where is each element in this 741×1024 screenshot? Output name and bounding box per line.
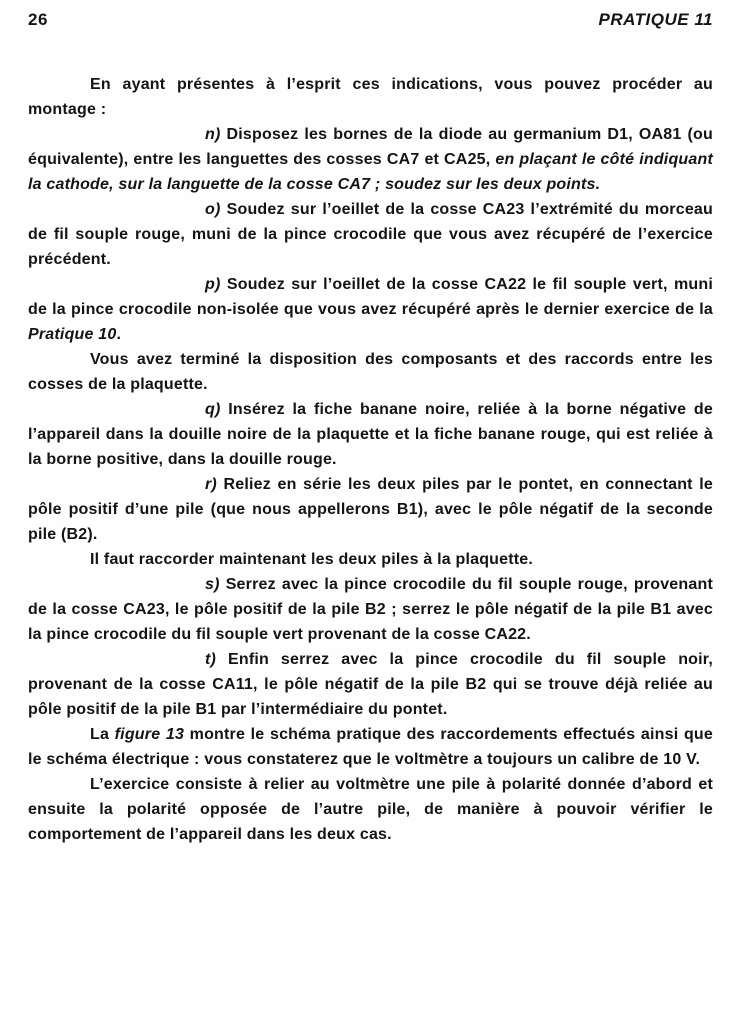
paragraph bbox=[28, 122, 713, 197]
page-number: 26 bbox=[28, 10, 48, 29]
text-segment: q) bbox=[205, 401, 229, 418]
paragraph bbox=[28, 397, 713, 472]
text-segment: montre le schéma pratique des raccordements effectués ainsi que le schéma électrique : vous constaterez que le voltmètre a toujours un calibre de 10 V. bbox=[28, 726, 713, 768]
paragraph bbox=[28, 72, 713, 122]
text-segment: figure 13 bbox=[114, 726, 185, 743]
text-segment: r) bbox=[205, 476, 224, 493]
text-segment: Il faut raccorder maintenant les deux piles à la plaquette. bbox=[90, 551, 534, 568]
text-segment: L’exercice consiste à relier au voltmètre une pile à polarité donnée d’abord et ensuite la polarité opposée de l’autre pile, de manière à pouvoir vérifier le comportement de l’appareil dans les deux cas. bbox=[28, 776, 713, 843]
paragraph bbox=[28, 272, 713, 347]
text-segment: Reliez en série les deux piles par le pontet, en connectant le pôle positif d’une pile (que nous appellerons B1), avec le pôle négatif de la seconde pile (B2). bbox=[28, 476, 713, 543]
page-header bbox=[28, 10, 713, 30]
text-segment: s) bbox=[205, 576, 226, 593]
text-segment: En ayant présentes à l’esprit ces indications, vous pouvez procéder au montage : bbox=[28, 76, 713, 118]
text-segment: Disposez les bornes de la diode au germanium D1, OA81 (ou équivalente), entre les languettes des cosses CA7 et CA25, bbox=[28, 126, 713, 168]
paragraph bbox=[28, 572, 713, 647]
paragraph bbox=[28, 722, 713, 772]
running-title: PRATIQUE 11 bbox=[598, 10, 713, 29]
paragraph bbox=[28, 547, 713, 572]
paragraph bbox=[28, 347, 713, 397]
text-segment: p) bbox=[205, 276, 227, 293]
text-segment: t) bbox=[205, 651, 228, 668]
page-body bbox=[28, 72, 713, 847]
text-segment: o) bbox=[205, 201, 227, 218]
text-segment: Vous avez terminé la disposition des composants et des raccords entre les cosses de la plaquette. bbox=[28, 351, 713, 393]
text-segment: Pratique 10 bbox=[28, 326, 117, 343]
text-segment: n) bbox=[205, 126, 227, 143]
text-segment: Enfin serrez avec la pince crocodile du fil souple noir, provenant de la cosse CA11, le pôle négatif de la pile B2 qui se trouve déjà reliée au pôle positif de la pile B1 par l’intermédiaire du pontet. bbox=[28, 651, 713, 718]
text-segment: La bbox=[90, 726, 115, 743]
text-segment: . bbox=[116, 326, 122, 343]
paragraph bbox=[28, 647, 713, 722]
paragraph bbox=[28, 197, 713, 272]
paragraph bbox=[28, 772, 713, 847]
text-segment: Serrez avec la pince crocodile du fil souple rouge, provenant de la cosse CA23, le pôle positif de la pile B2 ; serrez le pôle négatif de la pile B1 avec la pince crocodile du fil souple vert provenant de la cosse CA22. bbox=[28, 576, 713, 643]
paragraph bbox=[28, 472, 713, 547]
text-segment: Soudez sur l’oeillet de la cosse CA23 l’extrémité du morceau de fil souple rouge, muni de la pince crocodile que vous avez récupéré de l’exercice précédent. bbox=[28, 201, 713, 268]
text-segment: Insérez la fiche banane noire, reliée à la borne négative de l’appareil dans la douille noire de la plaquette et la fiche banane rouge, qui est reliée à la borne positive, dans la douille rouge. bbox=[28, 401, 713, 468]
text-segment: Soudez sur l’oeillet de la cosse CA22 le fil souple vert, muni de la pince crocodile non-isolée que vous avez récupéré après le dernier exercice de la bbox=[28, 276, 713, 318]
text-segment: en plaçant le côté indiquant la cathode, sur la languette de la cosse CA7 ; soudez sur les deux points. bbox=[28, 151, 714, 193]
